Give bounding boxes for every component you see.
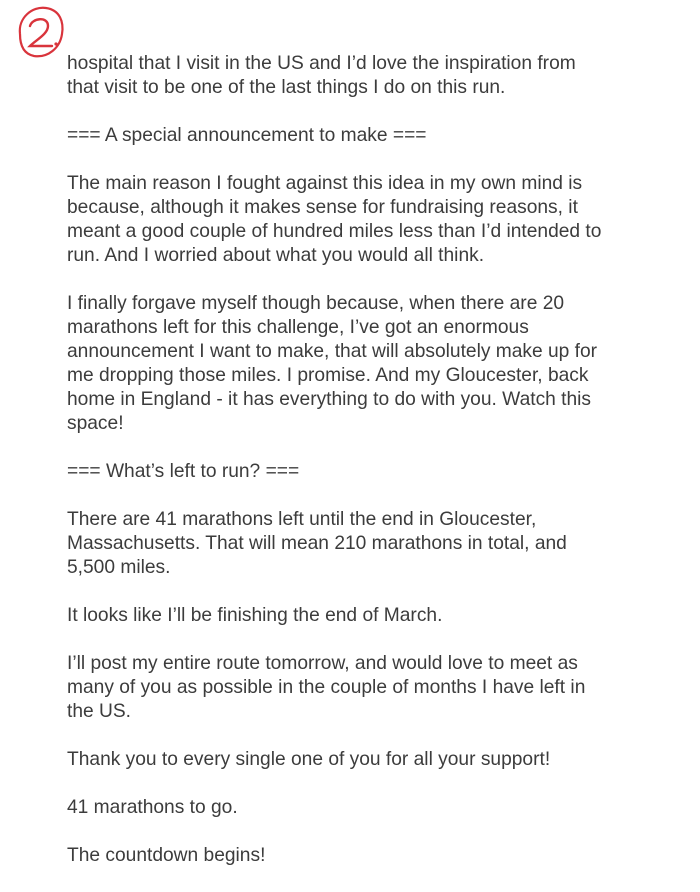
paragraph-countdown: The countdown begins! bbox=[67, 845, 266, 866]
paragraph-main-reason: The main reason I fought against this idea in my own mind is because, although it makes sense for fundraising reasons, it meant a good couple of hundred miles less than I’d intended to run. And I worried about what you would all think. bbox=[67, 173, 602, 266]
section-heading-announcement: === A special announcement to make === bbox=[67, 125, 427, 146]
paragraph-route: I’ll post my entire route tomorrow, and would love to meet as many of you as possible in the couple of months I have left in the US. bbox=[67, 653, 586, 722]
paragraph-intro: hospital that I visit in the US and I’d love the inspiration from that visit to be one of the last things I do on this run. bbox=[67, 53, 576, 98]
paragraph-thanks: Thank you to every single one of you for all your support! bbox=[67, 749, 551, 770]
paragraph-marathons-left: There are 41 marathons left until the end in Gloucester, Massachusetts. That will mean 210 marathons in total, and 5,500 miles. bbox=[67, 509, 567, 578]
paragraph-finishing: It looks like I’ll be finishing the end of March. bbox=[67, 605, 443, 626]
handwritten-page-number-mark bbox=[14, 4, 74, 60]
paragraph-to-go: 41 marathons to go. bbox=[67, 797, 238, 818]
paragraph-forgave: I finally forgave myself though because, when there are 20 marathons left for this challenge, I’ve got an enormous announcement I want to make, that will absolutely make up for me dropping those miles. I promise. And my Gloucester, back home in England - it has everything to do with you. Watch this space! bbox=[67, 293, 598, 434]
section-heading-left-to-run: === What’s left to run? === bbox=[67, 461, 300, 482]
document-body bbox=[67, 52, 687, 892]
